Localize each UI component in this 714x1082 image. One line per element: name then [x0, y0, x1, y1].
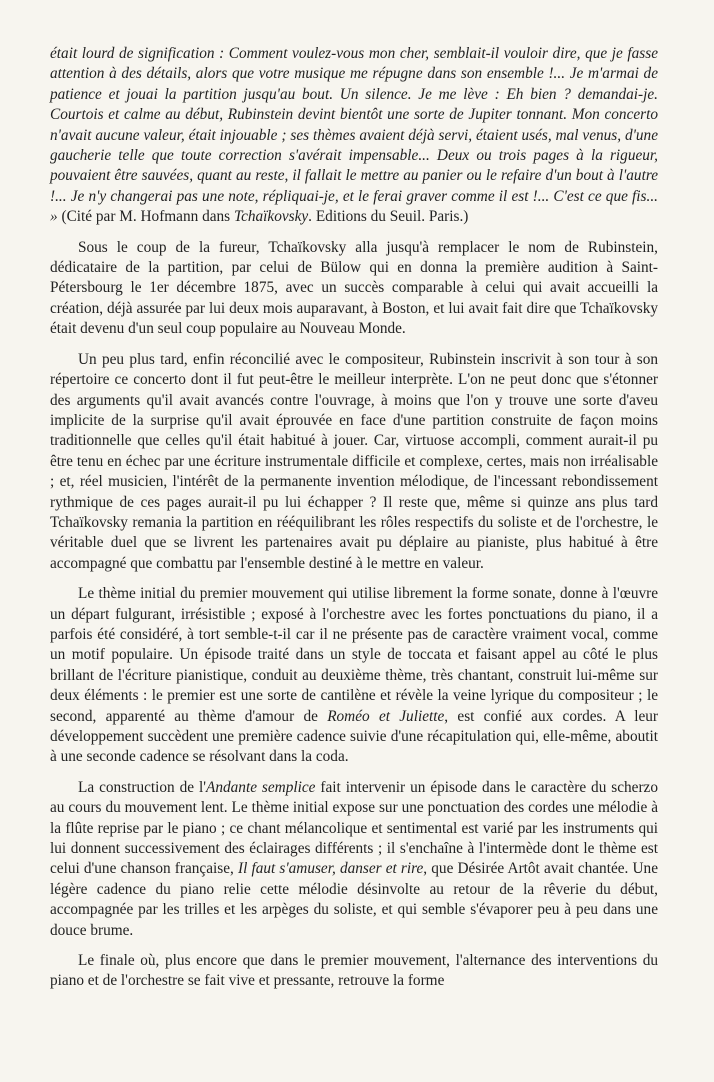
paragraph — [50, 778, 658, 941]
text-run: . Editions du Seuil. Paris.) — [308, 208, 469, 226]
text-run: Le finale où, plus encore que dans le premier mouvement, l'alternance des interventions du piano et de l'orchestre se fait vive et pressante, retrouve la forme — [50, 952, 658, 990]
italic-text: était lourd de signification : Comment voulez-vous mon cher, semblait-il vouloir dire, que je fasse attention à des détails, alors que votre musique me répugne dans son ensemble !... Je m'armai de patience et jouai la partition jusqu'au bout. Un silence. Je me lève : Eh bien ? demandai-je. Courtois et calme au début, Rubinstein devint bientôt une sorte de Jupiter tonnant. Mon concerto n'avait aucune valeur, était injouable ; ses thèmes avaient déjà servi, étaient usés, mal venus, d'une gaucherie telle que toute correction s'avérait impensable... Deux ou trois pages à la rigueur, pouvaient être sauvées, quant au reste, il fallait le mettre au panier ou le refaire d'un bout à l'autre !... Je n'y changerai pas une note, répliquai-je, et le ferai graver comme il est !... C'est ce que fis... » — [50, 45, 658, 226]
italic-text: Tchaïkovsky — [233, 208, 309, 226]
document-body — [50, 44, 658, 992]
text-run: Sous le coup de la fureur, Tchaïkovsky alla jusqu'à remplacer le nom de Rubinstein, dédicataire de la partition, par celui de Bülow qui en donna la première audition à Saint-Pétersbourg le 1er décembre 1875, avec un succès comparable à celui qui avait accueilli la création, déjà assurée par lui deux mois auparavant, à Boston, et lui avait fait dire que Tchaïkovsky était devenu d'un seul coup populaire au Nouveau Monde. — [50, 238, 658, 338]
text-run: Un peu plus tard, enfin réconcilié avec le compositeur, Rubinstein inscrivit à son tour à son répertoire ce concerto dont il fut peut-être le meilleur interprète. L'on ne peut donc que s'étonner des arguments qu'il avait avancés contre l'ouvrage, à moins que l'on y trouve une sorte d'aveu implicite de la surprise qu'il avait éprouvée en face d'une partition construite de façon moins traditionnelle que celles qu'il était habitué à jouer. Car, virtuose accompli, comment aurait-il pu être tenu en échec par une écriture instrumentale difficile et complexe, certes, mais non irréalisable ; et, réel musicien, l'intérêt de la permanente invention mélodique, de l'incessant rebondissement rythmique de ces pages aurait-il pu lui échapper ? Il reste que, même si quinze ans plus tard Tchaïkovsky remania la partition en rééquilibrant les rôles respectifs du soliste et de l'orchestre, le véritable duel que se livrent les partenaires avait pu déplaire au pianiste, plus habitué à être accompagné que combattu par l'ensemble destiné à le mettre en valeur. — [50, 350, 658, 572]
paragraph — [50, 951, 658, 992]
italic-text: Roméo et Juliette — [327, 707, 445, 725]
paragraph — [50, 584, 658, 768]
paragraph — [50, 350, 658, 574]
text-run: , est confié aux cordes. A leur développement succèdent une première cadence suivie d'une récapitulation qui, elle-même, aboutit à une seconde cadence se résolvant dans la coda. — [50, 707, 658, 766]
paragraph — [50, 238, 658, 340]
text-run: , que Désirée Artôt avait chantée. Une légère cadence du piano relie cette mélodie désinvolte au retour de la rêverie du début, accompagnée par les trilles et les arpèges du soliste, et qui semble s'évaporer peu à peu dans une douce brume. — [50, 860, 658, 939]
paragraph — [50, 44, 658, 228]
italic-text: Andante semplice — [206, 778, 316, 796]
text-run: Le thème initial du premier mouvement qui utilise librement la forme sonate, donne à l'œuvre un départ fulgurant, irrésistible ; exposé à l'orchestre avec les fortes ponctuations du piano, il a parfois été considéré, à tort semble-t-il car il ne présente pas de caractère vraiment vocal, comme un motif populaire. Un épisode traité dans un style de toccata et faisant appel au côté le plus brillant de l'écriture pianistique, conduit au deuxième thème, très chantant, construit lui-même sur deux éléments : le premier est une sorte de cantilène et révèle la veine lyrique du compositeur ; le second, apparenté au thème d'amour de — [50, 585, 658, 725]
text-run: (Cité par M. Hofmann dans — [57, 208, 234, 226]
text-run: La construction de l' — [78, 778, 206, 796]
text-run: fait intervenir un épisode dans le caractère du scherzo au cours du mouvement lent. Le thème initial expose sur une ponctuation des cordes une mélodie à la flûte reprise par le piano ; ce chant mélancolique et sentimental est varié par les instruments qui lui donnent successivement des éclairages différents ; il s'enchaîne à l'intermède dont le thème est celui d'une chanson française, — [50, 778, 658, 878]
italic-text: Il faut s'amuser, danser et rire — [237, 860, 424, 878]
